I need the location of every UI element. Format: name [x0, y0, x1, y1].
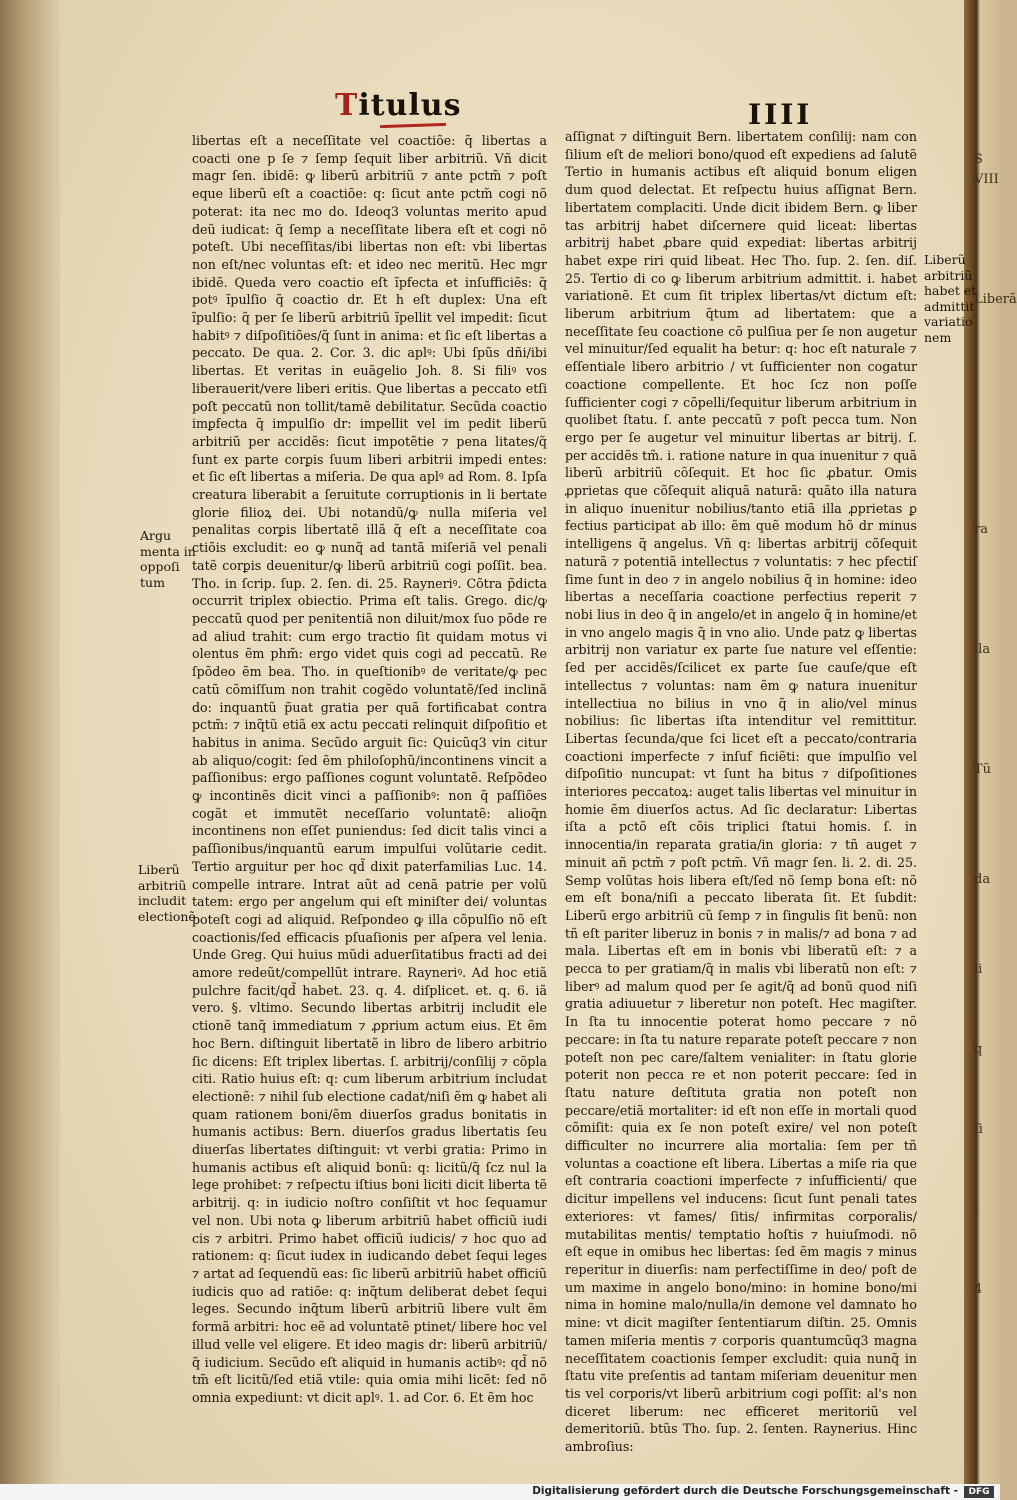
- facing-page-edge: [964, 0, 1017, 1484]
- folio-number: IIII: [748, 98, 813, 131]
- facing-page-fragment: q: [974, 1042, 983, 1057]
- facing-page-fragment: li: [974, 962, 983, 977]
- facing-page-fragment: 4: [974, 1282, 983, 1297]
- facing-page-fragment: lla: [974, 642, 991, 657]
- marginal-note: Liberũ arbitriũ habet et admittit variatio nem: [924, 252, 977, 345]
- facing-page-fragment: ſi: [974, 1122, 983, 1137]
- facing-page-fragment: S VIII: [974, 152, 999, 187]
- footer-credit: Digitalisierung gefördert durch die Deutsche Forschungsgemeinschaft -: [532, 1485, 958, 1497]
- digitization-footer: [0, 1484, 1000, 1500]
- marginal-note: Argu menta in oppoſi tum: [140, 528, 196, 590]
- text-column-right: [565, 128, 917, 1456]
- text-column-left: [192, 132, 547, 1407]
- facing-page-fragment: Liberã: [974, 292, 1017, 307]
- facing-page-fragment: Tũ: [974, 762, 992, 777]
- facing-page-fragment: ra: [974, 522, 988, 537]
- column-text: libertas eſt a neceſſitate vel coactiõe: q̃ libertas a coacti one p ſe ⁊ ſemp ſequit liber arbitriũ. Vñ dicit magr ſen. ibidẽ: ꝙ liberũ arbitriũ ⁊ ante pctm̃ ⁊ poſt eque liberũ eſt a coactiõe: q: ſicut ante pctm̃ cogi nõ poterat: ita nec mo do. Ideoq3 voluntas merito apud deũ iudicat: q̃ ſemp a neceſſitate libera eſt et cogi nõ poteſt. Ubi neceſſitas/ibi libertas non eſt: vbi libertas non eſt/nec voluntas eſt: et ideo nec meritũ. Hec mgr ibidẽ. Queda vero coactio eſt ĩpfecta et inſufficiẽs: q̃ potꝰ ĩpulſio q̃ coactio dr. Et h eſt duplex: Una eſt ĩpulſio: q̃ per ſe liberũ arbitriũ ĩpellit vel impedit: ſicut habitꝰ ⁊ diſpoſitiões/q̃ ſunt in anima: et ſic eſt libertas a peccato. De qua. 2. Cor. 3. dic aplꝰ: Ubi ſpũs dñi/ibi libertas. Et veritas in euãgelio Joh. 8. Si filiꝰ vos liberauerit/vere liberi eritis. Que libertas a peccato etſi poſt peccatũ non tollit/tamẽ debilitatur. Secũda coactio imꝑfecta q̃ impulſio dr: impellit vel im pedit liberũ arbitriũ per accidẽs: ſicut impotẽtie ⁊ pena litates/q̃ ſunt ex parte corꝑis ſuum liberi arbitrii impedi entes: et ſic eſt libertas a miſeria. De qua aplꝰ ad Rom. 8. Ipſa creatura liberabit a ſeruitute corruptionis in li bertate glorie filioꝝ dei. Ubi notandũ/ꝙ nulla miſeria vel penalitas corꝑis libertatẽ illã q̃ eſt a neceſſitate coa ctiõis excludit: eo ꝙ nunq̃ ad tantã miſeriã vel penali tatẽ corꝑis deuenitur/ꝙ liberũ arbitriũ cogi poſſit. bea. Tho. in ſcrip. ſup. 2. ſen. di. 25. Rayneriꝰ. Cõtra p̃dicta occurrit triplex obiectio. Prima eſt talis. Grego. dic/ꝙ peccatũ quod per penitentiã non diluit/mox ſuo põde re ad aliud trahit: cum ergo tractio ſit quidam motus vi olentus ẽm phm̃: ergo videt quis cogi ad peccatũ. Re ſpõdeo ẽm bea. Tho. in queſtionibꝰ de veritate/ꝙ pec catũ cõmiſſum non trahit cogẽdo voluntatẽ/ſed inclinã do: inquantũ p̃uat gratia per quã fortificabat contra pctm̃: ⁊ inq̃tũ etiã ex actu peccati relinquit diſpoſitio et habitus in anima. Secũdo arguit ſic: Quicũq3 vin citur ab aliquo/cogit: ſed ẽm philoſophũ/incontinens vincit a paſſionibus: ergo paſſiones cogunt voluntatẽ. Reſpõdeo ꝙ incontinẽs dicit vinci a paſſionibꝰ: non q̃ paſſiões cogãt et immutẽt neceſſario voluntatẽ: alioq̃n incontinens non eſſet puniendus: ſed dicit talis vinci a paſſionibus/inquantũ earum impulſui volũtarie cedit. Tertio arguitur per hoc qd̃ dixit paterfamilias Luc. 14. compelle intrare. Intrat aũt ad cenã patrie per volũ tatem: ergo per angelum qui eſt miniſter dei/ voluntas poteſt cogi ad aliquid. Reſpondeo ꝙ illa cõpulſio nõ eſt coactionis/ſed efficacis pſuaſionis per aſpera vel lenia. Unde Greg. Qui huius mũdi aduerſitatibus fracti ad dei amore redeũt/compellũt intrare. Rayneriꝰ. Ad hoc etiã pulchre facit/qd̃ habet. 23. q. 4. diſplicet. et. q. 6. iã vero. §. vltimo. Secundo libertas arbitrij includit ele ctionẽ tanq̃ immediatum ⁊ ꝓprium actum eius. Et ẽm hoc Bern. diſtinguit libertatẽ in libro de libero arbitrio ſic dicens: Eſt triplex libertas. ſ. arbitrij/conſilij ⁊ cõpla citi. Ratio huius eſt: q: cum liberum arbitrium includat electionẽ: ⁊ nihil ſub electione cadat/niſi ẽm ꝙ habet ali quam rationem boni/ẽm diuerſos gradus bonitatis in humanis actibus: Bern. diuerſos gradus libertatis ſeu diuerſas libertates diſtinguit: vt verbi gratia: Primo in humanis actibus eſt aliquid bonũ: q: licitũ/q̃ ſcz nul la lege prohibet: ⁊ reſpectu iſtius boni liciti dicit liberta tẽ arbitrij. q: in iudicio noſtro conſiſtit vt hoc ſequamur vel non. Ubi nota ꝙ liberum arbitriũ habet officiũ iudi cis ⁊ arbitri. Primo habet officiũ iudicis/ ⁊ hoc quo ad rationem: q: ſicut iudex in iudicando debet ſequi leges ⁊ artat ad ſequendũ eas: ſic liberũ arbitriũ habet officiũ iudicis quo ad ratiõe: q: inq̃tum deliberat debet ſequi leges. Secundo inq̃tum liberũ arbitriũ libere vult ẽm formã arbitri: hoc eẽ ad voluntatẽ ptinet/ libere hoc vel illud velle vel eligere. Et ideo magis dr: liberũ arbitriũ/ q̃ iudicium. Secũdo eſt aliquid in humanis actibꝰ: qd̃ nõ tm̃ eſt licitũ/ſed etiã vtile: quia omia mihi licẽt: ſed nõ omnia expediunt: vt dicit aplꝰ. 1. ad Cor. 6. Et ẽm hoc: [192, 133, 547, 1405]
- column-text: aſſignat ⁊ diſtinguit Bern. libertatem conſilij: nam con ſilium eſt de meliori bono/quod eſt expediens ad ſalutẽ Tertio in humanis actibus eſt aliquid bonum eligen dum quod delectat. Et reſpectu huius aſſignat Bern. libertatem complaciti. Unde dicit ibidem Bern. ꝙ liber tas arbitrij habet diſcernere quid liceat: libertas arbitrij habet ꝓbare quid expediat: libertas arbitrij habet expe riri quid libeat. Hec Tho. ſup. 2. ſen. diſ. 25. Tertio di co ꝙ liberum arbitrium admittit. i. habet variationẽ. Et cum ſit triplex libertas/vt dictum eſt: liberum arbitrium q̃tum ad libertatem: que a neceſſitate ſeu coactione cõ pulſiua per ſe non augetur vel minuitur/ſed equalit ha betur: q: hoc eſt naturale ⁊ eſſentiale libero arbitrio / vt ſufficienter non cogatur coactione compellente. Et hoc ſcz non poſſe ſufficienter cogi ⁊ cõpelli/ſequitur liberum arbitrium in quolibet ſtatu. ſ. ante peccatũ ⁊ poſt pecca tum. Non ergo per ſe augetur vel minuitur libertas ar bitrij. ſ. per accidẽs tm̃. i. ratione nature in qua inuenitur ⁊ quã liberũ arbitriũ cõſequit. Et hoc ſic ꝓbatur. Omis ꝓprietas que cõſequit aliquã naturã: quãto illa natura in aliquo inuenitur nobilius/tanto etiã illa ꝓprietas ꝑ fectius participat ab illo: ẽm quẽ modum hõ dr minus intelligens q̃ angelus. Vñ q: libertas arbitrij cõſequit naturã ⁊ potentiã intellectus ⁊ voluntatis: ⁊ hec pfectiſ ſime ſunt in deo ⁊ in angelo nobilius q̃ in homine: ideo libertas a neceſſaria coactione perfectius reperit ⁊ nobi lius in deo q̃ in angelo/et in angelo q̃ in homine/et in vno angelo magis q̃ in vno alio. Unde patz ꝙ libertas arbitrij non variatur ex parte ſue nature vel eſſentie: ſed per accidẽs/ſcilicet ex parte ſue cauſe/que eſt intellectus ⁊ voluntas: nam ẽm ꝙ natura inuenitur intellectiua no bilius in vno q̃ in alio/vel minus nobilius: ſic libertas iſta intenditur vel remittitur. Libertas ſecunda/que ſci licet eſt a peccato/contraria coactioni imperfecte ⁊ inſuf ficiẽti: que impulſio vel diſpoſitio nuncupat: vt ſunt ha bitus ⁊ diſpoſitiones interiores peccatoꝝ: auget talis libertas vel minuitur in homie ẽm diuerſos actus. Ad ſic declaratur: Libertas iſta a pctõ eſt cõis triplici ſtatui homis. ſ. in innocentia/in reparata gratia/in gloria: ⁊ tñ auget ⁊ minuit añ pctm̃ ⁊ poſt pctm̃. Vñ magr ſen. li. 2. di. 25. Semp volũtas hois libera eſt/ſed nõ ſemp bona eſt: nõ em eſt bona/niſi a peccato liberata ſit. Et ſubdit: Liberũ ergo arbitriũ cũ ſemp ⁊ in ſingulis ſit benũ: non tñ eſt pariter liberuz in bonis ⁊ in malis/⁊ ad bona ⁊ ad mala. Libertas eſt em in bonis vbi liberatũ eſt: ⁊ a pecca to per gratiam/q̃ in malis vbi liberatũ non eſt: ⁊ liberꝰ ad malum quod per ſe agit/q̃ ad bonũ quod niſi gratia adiuuetur ⁊ liberetur non poteſt. Hec magiſter. In ſta tu innocentie poterat homo peccare ⁊ nõ peccare: in ſta tu nature reparate poteſt peccare ⁊ non poteſt non pec care/ſaltem venialiter: in ſtatu glorie poterit non pecca re et non poterit peccare: ſed in ſtatu nature deſtituta gratia non poteſt non peccare/etiã mortaliter: id eſt non eſſe in mortali quod cõmiſit: quia ex ſe non poteſt exire/ vel non poteſt difficulter no incurrere alia mortalia: ſem per tñ voluntas a coactione eſt libera. Libertas a miſe ria que eſt contraria coactioni imperfecte ⁊ inſufficienti/ que dicitur impellens vel inducens: ſicut ſunt penali tates exteriores: vt fames/ ſitis/ infirmitas corporalis/ mutabilitas mentis/ temptatio hoſtis ⁊ huiuſmodi. nõ eſt eque in omibus hec libertas: ſed ẽm magis ⁊ minus reperitur in diuerſis: nam perfectiſſime in deo/ poſt de um maxime in angelo bono/mino: in homine bono/mi nima in homine malo/nulla/in demone vel damnato ho mine: vt dicit magiſter ſententiarum diſtin. 25. Omnis tamen miſeria mentis ⁊ corporis quantumcũq3 magna neceſſitatem coactionis ſemper excludit: quia nunq̃ in ſtatu vite preſentis ad tantam miſeriam deuenitur men tis vel corporis/vt liberũ arbitrium cogi poſſit: al's non diceret liberum: nec efficeret meritoriũ vel demeritoriũ. btũs Tho. ſup. 2. ſenten. Raynerius. Hinc ambroſius:: [565, 129, 917, 1455]
- rubric-initial: T: [335, 88, 359, 123]
- running-title: Titulus: [335, 88, 462, 123]
- facing-page-fragment: da: [974, 872, 991, 887]
- facing-page-fragment: i: [974, 1202, 979, 1217]
- dfg-logo: DFG: [964, 1486, 994, 1498]
- marginal-note: Liberũ arbitriũ includit electionẽ: [138, 862, 196, 924]
